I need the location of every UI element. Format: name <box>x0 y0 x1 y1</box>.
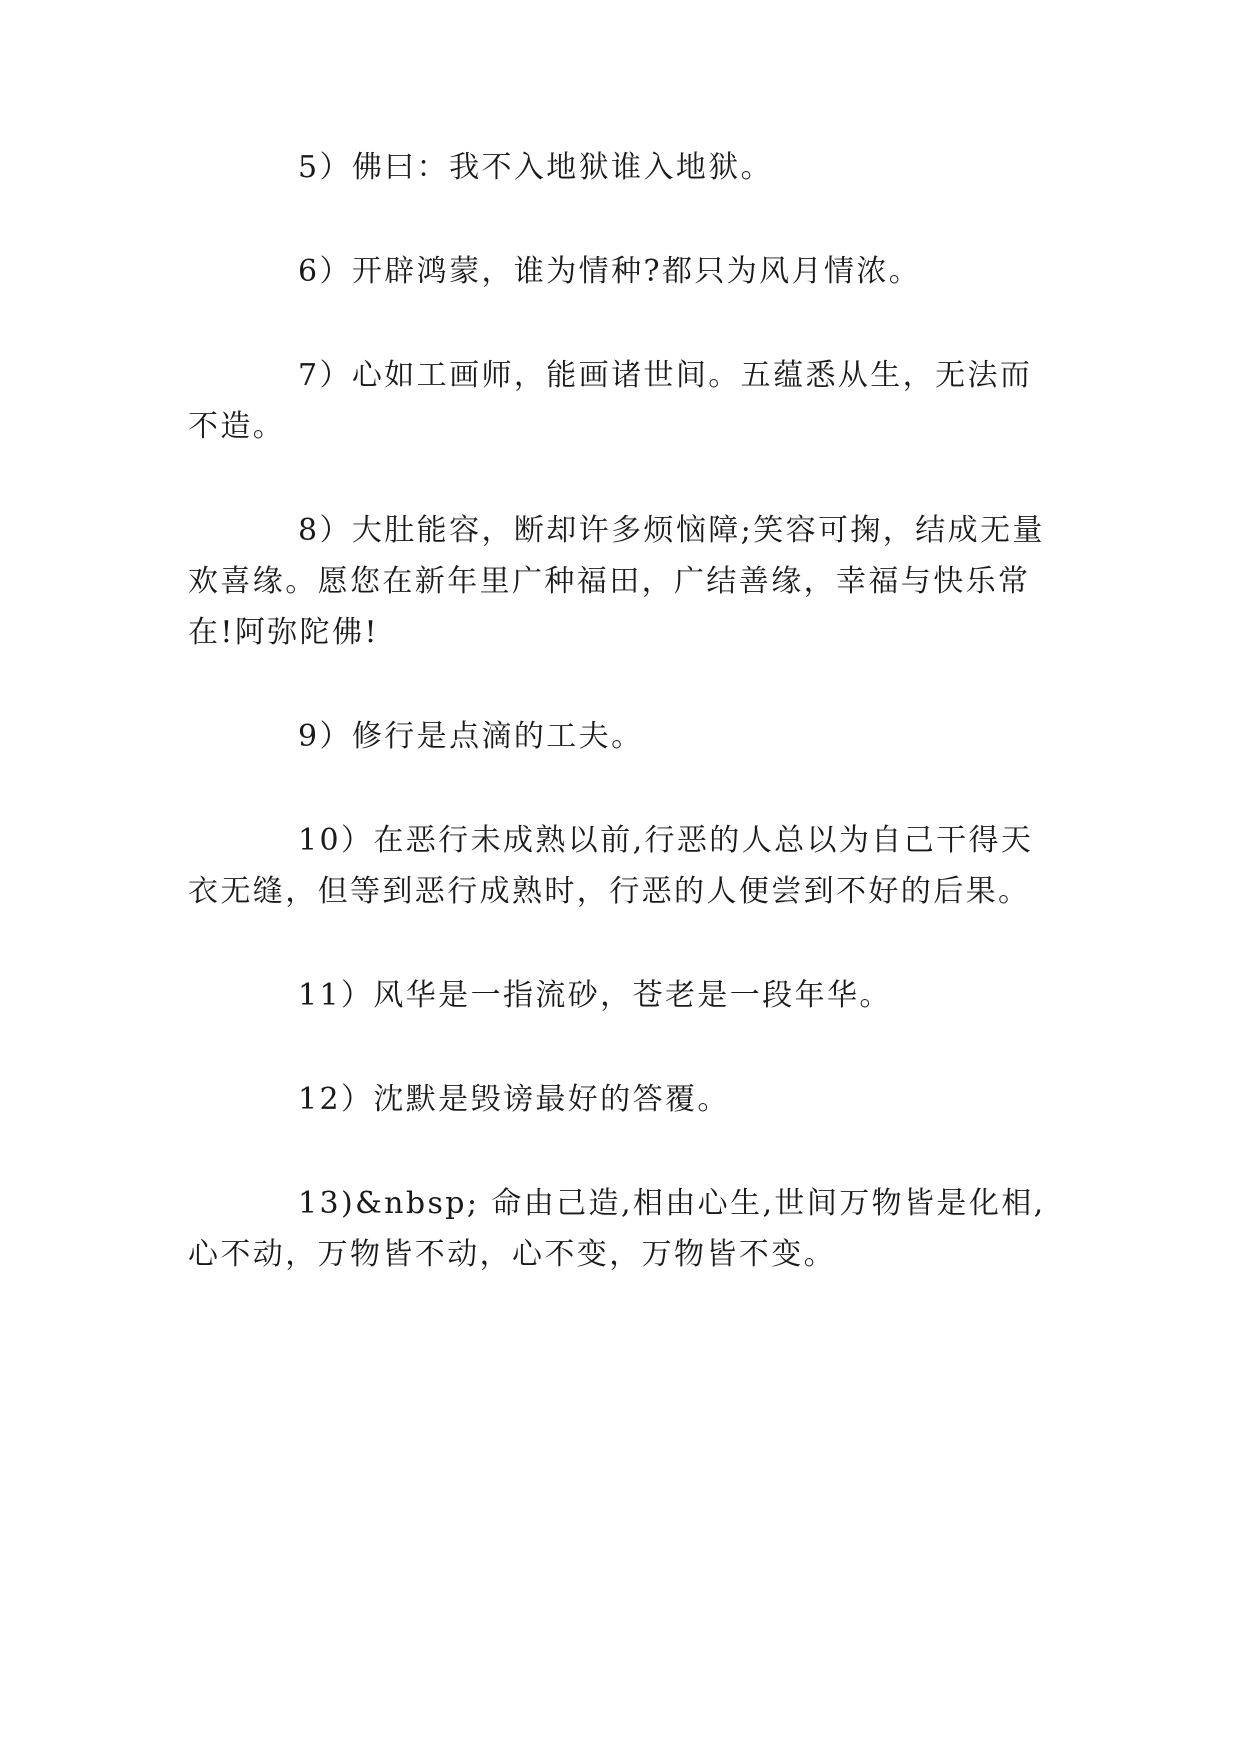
paragraph-5: 5）佛曰：我不入地狱谁入地狱。 <box>298 150 774 185</box>
paragraph-8-line-1: 8）大肚能容，断却许多烦恼障;笑容可掬，结成无量 <box>298 513 1045 548</box>
paragraph-12: 12）沈默是毁谤最好的答覆。 <box>298 1082 730 1117</box>
paragraph-13-line-2: 心不动，万物皆不动，心不变，万物皆不变。 <box>188 1237 836 1272</box>
paragraph-8-line-2: 欢喜缘。愿您在新年里广种福田，广结善缘，幸福与快乐常 <box>188 564 1031 599</box>
paragraph-10-line-1: 10）在恶行未成熟以前,行恶的人总以为自己干得天 <box>298 823 1034 858</box>
paragraph-7-line-2: 不造。 <box>188 409 286 444</box>
paragraph-10-line-2: 衣无缝，但等到恶行成熟时，行恶的人便尝到不好的后果。 <box>188 874 1031 909</box>
paragraph-7-line-1: 7）心如工画师，能画诸世间。五蕴悉从生，无法而 <box>298 358 1033 393</box>
paragraph-13-line-1: 13)&nbsp; 命由己造,相由心生,世间万物皆是化相, <box>298 1186 1046 1221</box>
paragraph-8-line-3: 在!阿弥陀佛! <box>188 615 379 650</box>
paragraph-6: 6）开辟鸿蒙，谁为情种?都只为风月情浓。 <box>298 254 922 289</box>
paragraph-11: 11）风华是一指流砂，苍老是一段年华。 <box>298 978 892 1013</box>
paragraph-9: 9）修行是点滴的工夫。 <box>298 719 644 754</box>
